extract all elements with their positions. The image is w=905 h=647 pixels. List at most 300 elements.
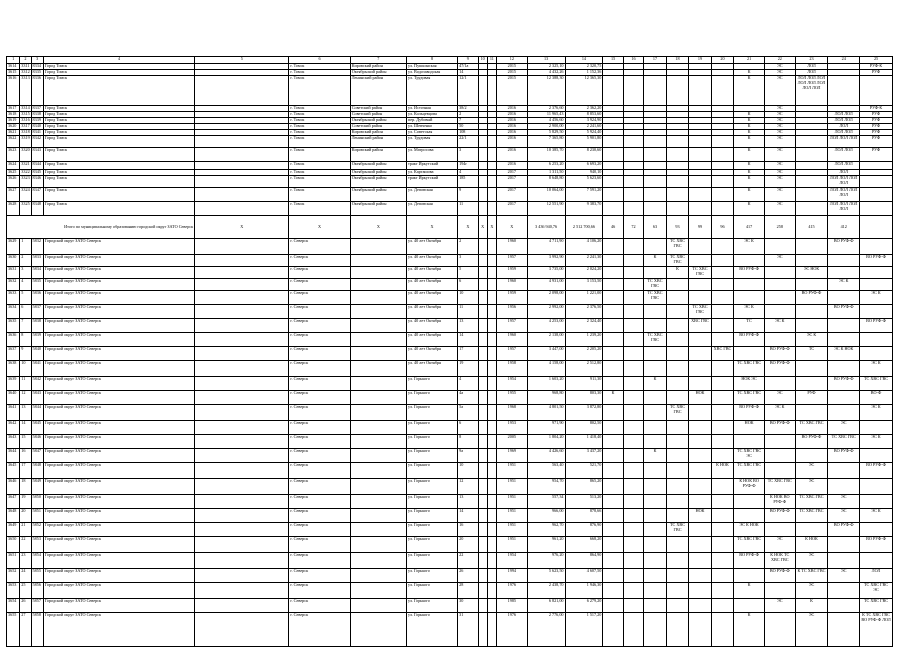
table-cell: ул. Горького bbox=[406, 553, 457, 569]
table-cell: Городской округ ЗАТО Северск bbox=[43, 333, 194, 347]
table-cell: ЭС bbox=[828, 495, 860, 509]
table-cell bbox=[666, 463, 689, 479]
table-cell bbox=[689, 279, 712, 291]
table-cell: 1957 bbox=[496, 255, 527, 267]
table-cell: ЭС bbox=[795, 479, 828, 495]
table-cell bbox=[603, 377, 623, 391]
table-cell: г. Томск bbox=[289, 130, 350, 136]
table-cell bbox=[828, 255, 860, 267]
table-cell bbox=[603, 202, 623, 216]
table-cell bbox=[711, 523, 734, 537]
table-row bbox=[7, 495, 893, 509]
table-cell: ЛОЛ ЛОЛ bbox=[828, 112, 860, 118]
table-cell: 20 bbox=[458, 537, 478, 553]
table-cell: 1 221,00 bbox=[565, 291, 603, 305]
table-cell bbox=[478, 599, 487, 613]
table-cell: 3 447,00 bbox=[527, 347, 565, 361]
table-cell bbox=[828, 333, 860, 347]
table-cell bbox=[350, 599, 406, 613]
table-cell: 25 bbox=[20, 583, 31, 599]
table-cell: ЭС К bbox=[860, 291, 893, 305]
table-cell: 2 900,00 bbox=[527, 124, 565, 130]
table-cell: 8340 bbox=[31, 124, 43, 130]
table-cell: ул. Горького bbox=[406, 537, 457, 553]
table-cell bbox=[623, 347, 643, 361]
table-cell: 4 456,60 bbox=[527, 118, 565, 124]
table-cell: г. Северск bbox=[289, 435, 350, 449]
table-cell: ЭС bbox=[795, 583, 828, 599]
table-cell: г. Северск bbox=[289, 279, 350, 291]
table-cell bbox=[828, 291, 860, 305]
table-cell: 3629 bbox=[7, 239, 20, 255]
table-cell: 2016 bbox=[496, 136, 527, 148]
table-cell bbox=[795, 176, 828, 188]
table-cell: Городской округ ЗАТО Северск bbox=[43, 523, 194, 537]
table-cell bbox=[195, 305, 289, 319]
table-cell bbox=[623, 449, 643, 463]
table-cell: 1959 bbox=[496, 267, 527, 279]
table-cell bbox=[487, 176, 496, 188]
table-cell: Город Томск bbox=[43, 106, 194, 112]
table-cell bbox=[689, 495, 712, 509]
table-cell: 5839 bbox=[31, 333, 43, 347]
table-cell: 521,70 bbox=[565, 463, 603, 479]
table-cell bbox=[666, 279, 689, 291]
table-cell: 2 205,20 bbox=[565, 347, 603, 361]
table-cell bbox=[711, 202, 734, 216]
table-cell: 194г bbox=[458, 162, 478, 170]
table-row bbox=[7, 377, 893, 391]
table-cell: ул. Трудовая bbox=[406, 76, 457, 106]
table-cell: 3616 bbox=[7, 76, 20, 106]
table-cell bbox=[478, 305, 487, 319]
table-cell bbox=[195, 291, 289, 305]
table-cell bbox=[666, 319, 689, 333]
table-cell bbox=[666, 537, 689, 553]
table-cell: ул. Деповская bbox=[406, 188, 457, 202]
table-cell: 10 bbox=[458, 291, 478, 305]
table-cell bbox=[644, 176, 667, 188]
table-cell bbox=[603, 537, 623, 553]
table-cell bbox=[644, 347, 667, 361]
table-cell: ТС ХВС ГВС bbox=[795, 509, 828, 523]
table-cell: 2016 bbox=[496, 162, 527, 170]
table-cell: 1960 bbox=[496, 333, 527, 347]
total-cell: 99 bbox=[689, 216, 712, 239]
table-cell: 1957 bbox=[496, 347, 527, 361]
table-cell bbox=[478, 279, 487, 291]
table-cell: ЭС bbox=[764, 76, 795, 106]
table-cell: Городской округ ЗАТО Северск bbox=[43, 255, 194, 267]
table-cell bbox=[487, 361, 496, 377]
table-cell: 8 bbox=[20, 333, 31, 347]
table-cell: 9 bbox=[20, 347, 31, 361]
table-cell bbox=[603, 523, 623, 537]
table-cell: ЭС bbox=[764, 162, 795, 170]
table-cell: 961,20 bbox=[527, 537, 565, 553]
total-cell: X bbox=[289, 216, 350, 239]
table-cell: РУФ bbox=[860, 130, 893, 136]
registry-table bbox=[6, 56, 893, 647]
table-cell: Город Томск bbox=[43, 70, 194, 76]
table-cell bbox=[478, 391, 487, 405]
table-cell: 940,10 bbox=[565, 170, 603, 176]
table-cell bbox=[644, 479, 667, 495]
table-cell: г. Северск bbox=[289, 361, 350, 377]
table-cell: 1 517,20 bbox=[565, 613, 603, 647]
table-cell: 5855 bbox=[31, 569, 43, 583]
table-cell bbox=[795, 449, 828, 463]
table-cell bbox=[795, 405, 828, 421]
table-cell bbox=[860, 76, 893, 106]
table-cell: ул. Шевченко bbox=[406, 124, 457, 130]
table-cell bbox=[350, 569, 406, 583]
table-cell: 2017 bbox=[496, 176, 527, 188]
table-cell: НОК bbox=[689, 509, 712, 523]
table-cell bbox=[478, 463, 487, 479]
table-cell: Город Томск bbox=[43, 130, 194, 136]
table-cell: 2 bbox=[20, 255, 31, 267]
table-cell bbox=[195, 495, 289, 509]
table-cell: 5 901,80 bbox=[565, 136, 603, 148]
table-cell: ВО РУФ-Ф bbox=[828, 305, 860, 319]
table-cell bbox=[487, 523, 496, 537]
table-cell: ВО РУФ-Ф bbox=[828, 449, 860, 463]
table-cell bbox=[623, 495, 643, 509]
table-cell: ТС ХВС ГВС bbox=[644, 291, 667, 305]
table-cell: 5858 bbox=[31, 613, 43, 647]
table-cell bbox=[795, 136, 828, 148]
table-cell: К НОК ВО РУФ-Ф bbox=[764, 495, 795, 509]
table-cell: г. Северск bbox=[289, 291, 350, 305]
table-row bbox=[7, 523, 893, 537]
table-cell: 8 230,60 bbox=[565, 148, 603, 162]
table-cell: Советский район bbox=[350, 124, 406, 130]
table-cell bbox=[644, 495, 667, 509]
table-cell bbox=[860, 479, 893, 495]
table-cell bbox=[666, 176, 689, 188]
table-cell: 2 138,00 bbox=[527, 333, 565, 347]
table-cell bbox=[603, 449, 623, 463]
table-cell bbox=[711, 76, 734, 106]
table-cell bbox=[195, 188, 289, 202]
table-cell bbox=[666, 162, 689, 170]
table-cell: 2 512,80 bbox=[565, 361, 603, 377]
table-cell: 2015 bbox=[496, 70, 527, 76]
total-cell: X bbox=[406, 216, 457, 239]
table-cell bbox=[689, 291, 712, 305]
table-cell: 865,20 bbox=[565, 479, 603, 495]
table-cell bbox=[666, 291, 689, 305]
table-cell bbox=[487, 267, 496, 279]
table-cell bbox=[860, 523, 893, 537]
table-cell bbox=[623, 162, 643, 170]
table-cell: ВО РУФ-Ф bbox=[734, 405, 765, 421]
table-cell bbox=[828, 583, 860, 599]
table-cell: 7 591,20 bbox=[565, 188, 603, 202]
table-cell: Городской округ ЗАТО Северск bbox=[43, 613, 194, 647]
table-cell: 12 bbox=[458, 479, 478, 495]
table-cell bbox=[195, 319, 289, 333]
table-cell bbox=[860, 347, 893, 361]
table-cell: ТС ХВС ГВС ЭС bbox=[860, 583, 893, 599]
total-cell: X bbox=[478, 216, 487, 239]
table-cell bbox=[689, 333, 712, 347]
table-cell: 2017 bbox=[496, 202, 527, 216]
table-cell: г. Томск bbox=[289, 106, 350, 112]
table-cell: ул. Горького bbox=[406, 435, 457, 449]
table-cell: Городской округ ЗАТО Северск bbox=[43, 537, 194, 553]
table-cell bbox=[711, 239, 734, 255]
table-cell bbox=[711, 405, 734, 421]
table-cell bbox=[478, 333, 487, 347]
table-cell bbox=[860, 267, 893, 279]
table-cell: 3620 bbox=[7, 124, 20, 130]
table-cell: 12 bbox=[20, 391, 31, 405]
table-cell bbox=[666, 188, 689, 202]
table-cell: 7 365,80 bbox=[527, 136, 565, 148]
column-number: 3 bbox=[31, 57, 43, 64]
table-cell: 2 362,20 bbox=[565, 106, 603, 112]
table-cell bbox=[195, 391, 289, 405]
table-cell bbox=[666, 449, 689, 463]
table-cell bbox=[689, 599, 712, 613]
table-cell bbox=[487, 291, 496, 305]
table-cell bbox=[487, 377, 496, 391]
table-cell bbox=[644, 553, 667, 569]
table-cell bbox=[666, 509, 689, 523]
table-cell: 2 bbox=[458, 239, 478, 255]
table-cell: Городской округ ЗАТО Северск bbox=[43, 267, 194, 279]
table-cell: 28 bbox=[458, 583, 478, 599]
table-cell: 3640 bbox=[7, 391, 20, 405]
table-cell: ЭС bbox=[828, 509, 860, 523]
table-cell: ВО РУФ-Ф bbox=[860, 463, 893, 479]
table-cell: 5848 bbox=[31, 463, 43, 479]
table-cell: ВО РУФ-Ф bbox=[764, 347, 795, 361]
table-cell bbox=[644, 188, 667, 202]
table-cell bbox=[603, 239, 623, 255]
table-cell bbox=[623, 361, 643, 377]
table-cell: 5832 bbox=[31, 239, 43, 255]
table-cell: 8341 bbox=[31, 130, 43, 136]
table-cell: ул. Горького bbox=[406, 391, 457, 405]
column-number: 18 bbox=[666, 57, 689, 64]
table-cell: 3615 bbox=[7, 70, 20, 76]
table-cell: 1960 bbox=[496, 239, 527, 255]
table-cell: ул. Горького bbox=[406, 523, 457, 537]
table-cell bbox=[487, 347, 496, 361]
total-cell: 2 512 700,66 bbox=[565, 216, 603, 239]
table-cell: ХВС ГВС bbox=[689, 319, 712, 333]
table-cell bbox=[603, 176, 623, 188]
table-cell: 12 365,30 bbox=[565, 76, 603, 106]
table-cell bbox=[828, 319, 860, 333]
table-cell: РУФ bbox=[860, 70, 893, 76]
table-cell: г. Северск bbox=[289, 449, 350, 463]
table-cell: Городской округ ЗАТО Северск bbox=[43, 319, 194, 333]
table-cell: 5835 bbox=[31, 279, 43, 291]
table-cell: 5850 bbox=[31, 495, 43, 509]
table-cell: 1 603,20 bbox=[527, 377, 565, 391]
table-cell: ЭС К НОК bbox=[828, 347, 860, 361]
table-cell: 3 924,90 bbox=[565, 118, 603, 124]
table-cell: Городской округ ЗАТО Северск bbox=[43, 509, 194, 523]
table-cell: ТС ХВС ГВС bbox=[734, 391, 765, 405]
table-cell bbox=[666, 479, 689, 495]
table-cell: 3635 bbox=[7, 319, 20, 333]
table-cell bbox=[350, 537, 406, 553]
table-row bbox=[7, 305, 893, 319]
table-cell: 2016 bbox=[496, 112, 527, 118]
column-number: 17 bbox=[644, 57, 667, 64]
table-cell bbox=[711, 553, 734, 569]
table-row bbox=[7, 347, 893, 361]
table-cell: К bbox=[734, 583, 765, 599]
table-cell bbox=[195, 279, 289, 291]
table-cell: ВО РУФ-Ф bbox=[828, 377, 860, 391]
table-cell bbox=[487, 509, 496, 523]
table-cell: ЭС bbox=[764, 124, 795, 130]
table-cell bbox=[689, 435, 712, 449]
table-cell bbox=[711, 435, 734, 449]
table-cell bbox=[734, 509, 765, 523]
table-cell bbox=[478, 523, 487, 537]
table-row bbox=[7, 333, 893, 347]
table-cell: 13 bbox=[458, 319, 478, 333]
table-cell: ЛОЛ ЛОЛ bbox=[828, 148, 860, 162]
table-cell bbox=[795, 319, 828, 333]
table-cell: 2 098,00 bbox=[527, 291, 565, 305]
table-cell: 1959 bbox=[496, 291, 527, 305]
table-cell bbox=[860, 495, 893, 509]
table-cell bbox=[487, 305, 496, 319]
table-cell: Городской округ ЗАТО Северск bbox=[43, 553, 194, 569]
table-cell: 3619 bbox=[7, 118, 20, 124]
table-cell: ул. 40 лет Октября bbox=[406, 291, 457, 305]
table-cell: 8334 bbox=[31, 64, 43, 70]
table-cell bbox=[828, 391, 860, 405]
table-cell: ТС ХВС ГВС bbox=[666, 255, 689, 267]
table-row bbox=[7, 188, 893, 202]
table-cell: ул. Советская bbox=[406, 130, 457, 136]
table-cell: 7 bbox=[458, 118, 478, 124]
table-cell: К bbox=[644, 377, 667, 391]
table-cell: Городской округ ЗАТО Северск bbox=[43, 291, 194, 305]
table-cell: г. Северск bbox=[289, 319, 350, 333]
table-cell: 1 418,40 bbox=[565, 435, 603, 449]
table-cell bbox=[603, 421, 623, 435]
table-cell: г. Томск bbox=[289, 188, 350, 202]
table-cell bbox=[764, 333, 795, 347]
table-cell bbox=[644, 569, 667, 583]
table-cell: Городской округ ЗАТО Северск bbox=[43, 463, 194, 479]
total-cell: 417 bbox=[734, 216, 765, 239]
table-cell: Городской округ ЗАТО Северск bbox=[43, 347, 194, 361]
table-cell bbox=[478, 479, 487, 495]
table-cell bbox=[623, 188, 643, 202]
table-cell: г. Северск bbox=[289, 479, 350, 495]
table-cell: 3318 bbox=[21, 129, 30, 134]
table-cell bbox=[689, 569, 712, 583]
table-cell: г. Северск bbox=[289, 333, 350, 347]
table-cell: ул. Горького bbox=[406, 449, 457, 463]
table-cell: 2015 bbox=[496, 64, 527, 70]
table-cell bbox=[195, 333, 289, 347]
table-cell bbox=[603, 583, 623, 599]
table-cell bbox=[734, 599, 765, 613]
table-cell: ул. 40 лет Октября bbox=[406, 361, 457, 377]
table-cell: г. Томск bbox=[289, 76, 350, 106]
table-cell bbox=[666, 613, 689, 647]
table-cell: 1951 bbox=[496, 479, 527, 495]
table-cell bbox=[478, 239, 487, 255]
table-cell bbox=[711, 267, 734, 279]
table-row bbox=[7, 613, 893, 647]
table-row bbox=[7, 391, 893, 405]
table-cell: 13 bbox=[20, 405, 31, 421]
table-cell bbox=[603, 495, 623, 509]
table-cell bbox=[764, 267, 795, 279]
table-cell: К bbox=[734, 170, 765, 176]
table-cell: Город Томск bbox=[43, 170, 194, 176]
column-number: 1 bbox=[7, 57, 20, 64]
table-cell: 5833 bbox=[31, 255, 43, 267]
table-cell: 668,20 bbox=[565, 537, 603, 553]
column-number: 9 bbox=[458, 57, 478, 64]
table-cell: 4 801,50 bbox=[527, 405, 565, 421]
table-cell bbox=[487, 569, 496, 583]
table-cell bbox=[350, 435, 406, 449]
table-cell: г. Северск bbox=[289, 347, 350, 361]
total-cell: X bbox=[195, 216, 289, 239]
table-cell: 5843 bbox=[31, 391, 43, 405]
table-cell: г. Томск bbox=[289, 202, 350, 216]
total-cell: X bbox=[487, 216, 496, 239]
table-cell: 5857 bbox=[31, 599, 43, 613]
table-cell bbox=[860, 202, 893, 216]
total-label: Итого по муниципальному образованию городской округ ЗАТО Северск bbox=[7, 216, 195, 239]
total-cell: 415 bbox=[795, 216, 828, 239]
table-cell bbox=[644, 599, 667, 613]
table-cell bbox=[623, 291, 643, 305]
table-cell: ЭС bbox=[764, 106, 795, 112]
table-cell bbox=[644, 537, 667, 553]
table-cell bbox=[689, 613, 712, 647]
table-cell: 6 bbox=[458, 279, 478, 291]
table-cell bbox=[603, 136, 623, 148]
table-cell: ЭС К НОК bbox=[734, 523, 765, 537]
table-cell: ТС ХВС ГВС bbox=[644, 333, 667, 347]
table-cell bbox=[644, 136, 667, 148]
table-cell: 1955 bbox=[496, 391, 527, 405]
table-cell: Советский район bbox=[350, 106, 406, 112]
table-cell bbox=[478, 255, 487, 267]
table-cell: 21 bbox=[20, 523, 31, 537]
table-cell: 3626 bbox=[7, 176, 20, 188]
table-cell bbox=[689, 523, 712, 537]
table-cell: Октябрьский район bbox=[350, 70, 406, 76]
table-cell: 5840 bbox=[31, 347, 43, 361]
table-cell bbox=[487, 239, 496, 255]
table-cell: 8 853,60 bbox=[565, 112, 603, 118]
table-cell bbox=[603, 279, 623, 291]
table-cell: ЭС bbox=[764, 112, 795, 118]
table-cell: 2 241,30 bbox=[565, 255, 603, 267]
table-cell: 3319 bbox=[20, 136, 31, 148]
table-cell bbox=[644, 405, 667, 421]
table-cell bbox=[734, 291, 765, 305]
